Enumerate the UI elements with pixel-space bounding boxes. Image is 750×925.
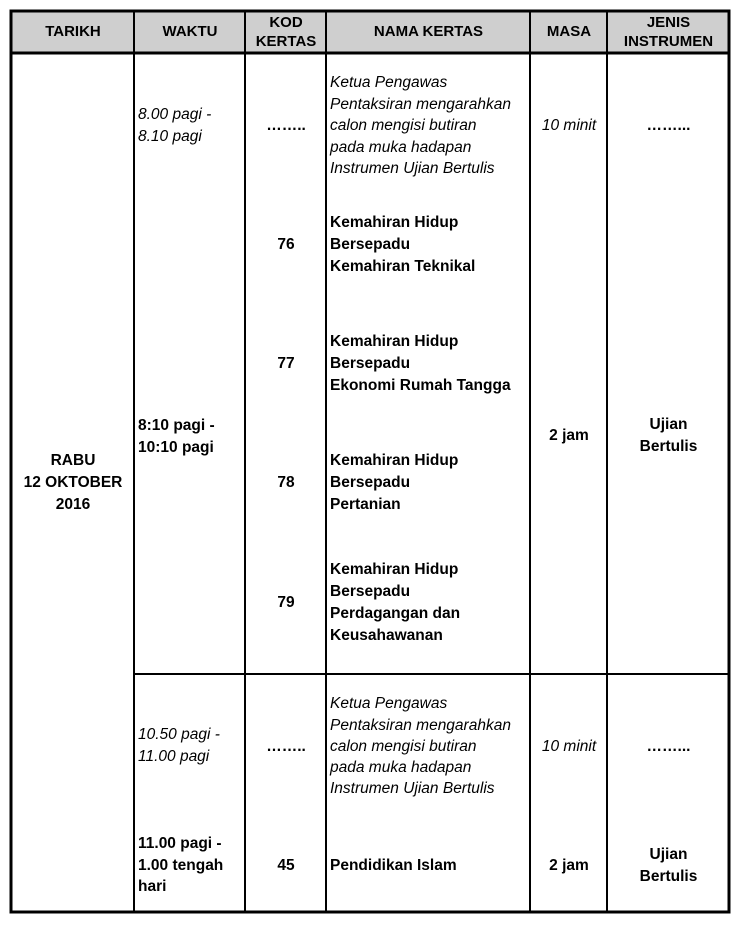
s1-briefing-line-2: Pentaksiran mengarahkan — [330, 96, 511, 113]
s2-briefing-line-5: Instrumen Ujian Bertulis — [330, 780, 495, 797]
s2-exam-instrument-1: Ujian — [649, 846, 688, 863]
s1-briefing-instrument: ……... — [646, 117, 691, 134]
paper-79-code: 79 — [277, 594, 295, 611]
s1-exam-time-end: 10:10 pagi — [138, 439, 214, 456]
header-jenis: JENIS — [646, 14, 691, 31]
paper-76-code: 76 — [277, 236, 295, 253]
paper-78-name-1: Kemahiran Hidup — [330, 452, 459, 469]
header-waktu: WAKTU — [162, 23, 218, 40]
paper-77-name-1: Kemahiran Hidup — [330, 333, 459, 350]
paper-79-name-1: Kemahiran Hidup — [330, 561, 459, 578]
header-nama-kertas: NAMA KERTAS — [373, 23, 484, 40]
s1-duration: 2 jam — [549, 427, 589, 444]
paper-79-name-3: Perdagangan dan — [330, 605, 461, 622]
s1-briefing-time-end: 8.10 pagi — [138, 128, 202, 145]
s2-briefing-line-1: Ketua Pengawas — [330, 695, 448, 712]
s2-exam-time-2: 1.00 tengah — [138, 857, 224, 874]
paper-78-name-2: Bersepadu — [330, 474, 411, 491]
date-day: RABU — [50, 452, 96, 469]
paper-78-code: 78 — [277, 474, 295, 491]
s1-briefing-line-1: Ketua Pengawas — [330, 74, 448, 91]
header-kod: KOD — [269, 14, 303, 31]
header-masa: MASA — [546, 23, 592, 40]
paper-79-name-4: Keusahawanan — [330, 627, 443, 644]
s2-exam-duration: 2 jam — [549, 857, 589, 874]
s2-briefing-line-2: Pentaksiran mengarahkan — [330, 717, 511, 734]
s2-briefing-time-end: 11.00 pagi — [138, 748, 210, 765]
paper-76-name-3: Kemahiran Teknikal — [330, 258, 476, 275]
paper-77-name-3: Ekonomi Rumah Tangga — [330, 377, 511, 394]
paper-78-name-3: Pertanian — [330, 496, 401, 513]
paper-79-name-2: Bersepadu — [330, 583, 411, 600]
date-day-month: 12 OKTOBER — [23, 474, 123, 491]
s2-exam-paper: Pendidikan Islam — [330, 857, 457, 874]
s2-briefing-time-start: 10.50 pagi - — [138, 726, 220, 743]
s2-briefing-line-3: calon mengisi butiran — [330, 738, 477, 755]
header-instrumen: INSTRUMEN — [623, 33, 714, 50]
paper-76-name-2: Bersepadu — [330, 236, 411, 253]
s1-exam-time-start: 8:10 pagi - — [138, 417, 215, 434]
s1-briefing-duration: 10 minit — [541, 117, 597, 134]
paper-76-name-1: Kemahiran Hidup — [330, 214, 459, 231]
s2-exam-time-1: 11.00 pagi - — [138, 835, 222, 852]
s2-briefing-instrument: ……... — [646, 738, 691, 755]
s2-briefing-line-4: pada muka hadapan — [330, 759, 472, 776]
date-year: 2016 — [55, 496, 91, 513]
paper-77-name-2: Bersepadu — [330, 355, 411, 372]
header-tarikh: TARIKH — [45, 23, 101, 40]
paper-77-code: 77 — [277, 355, 295, 372]
s1-briefing-line-3: calon mengisi butiran — [330, 117, 477, 134]
s2-briefing-duration: 10 minit — [541, 738, 597, 755]
s1-briefing-line-5: Instrumen Ujian Bertulis — [330, 160, 495, 177]
s1-briefing-code: …….. — [266, 117, 306, 134]
s1-briefing-line-4: pada muka hadapan — [330, 139, 472, 156]
header-kertas: KERTAS — [255, 33, 317, 50]
s1-instrument-1: Ujian — [649, 416, 688, 433]
s1-instrument-2: Bertulis — [639, 438, 698, 455]
s2-exam-time-3: hari — [138, 878, 167, 895]
s2-exam-instrument-2: Bertulis — [639, 868, 698, 885]
s1-briefing-time-start: 8.00 pagi - — [138, 106, 212, 123]
s2-briefing-code: …….. — [266, 738, 306, 755]
s2-exam-code: 45 — [277, 857, 295, 874]
